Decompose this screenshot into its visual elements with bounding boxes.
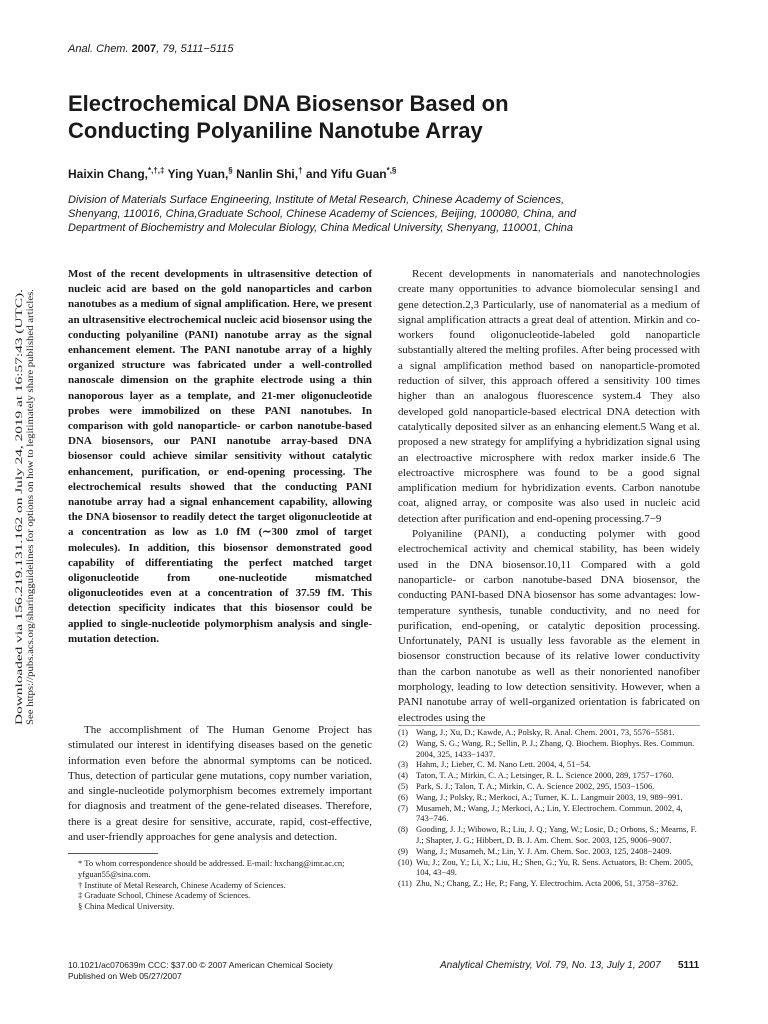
- body-paragraph: Polyaniline (PANI), a conducting polymer with good electrochemical activity and chemical stability, has been widely used in the DNA biosensor.10,11 Compared with a gold nanoparticle- or carbon nanotube-based DNA biosensor, the conducting PANI-based DNA biosensor has some advantages: low-temperature synthesis, tunable conductivity, and no need for purification, end-opening, or catalytic deposition processing. Unfortunately, PANI is usually less favorable as the element in biosensor construction because of its relative lower conductivity than the carbon nanotube as well as their nonoriented nanofiber morphology, leading to low detection sensitivity. However, when a PANI nanotube array of well-organized orientation is fabricated on electrodes using the: [398, 528, 700, 724]
- title-line: Electrochemical DNA Biosensor Based on: [68, 91, 509, 116]
- affiliation-line: Division of Materials Surface Engineering, Institute of Metal Research, Chinese Academy of Sciences,: [68, 194, 565, 206]
- reference-item: (1) Wang, J.; Xu, D.; Kawde, A.; Polsky, R. Anal. Chem. 2001, 73, 5576−5581.: [398, 727, 675, 737]
- reference-item: (11) Zhu, N.; Chang, Z.; He, P.; Fang, Y. Electrochim. Acta 2006, 51, 3758−3762.: [398, 878, 679, 889]
- footnote: † Institute of Metal Research, Chinese Academy of Sciences.: [78, 879, 286, 890]
- doi-info: [68, 960, 333, 982]
- author: Haixin Chang,*,†,‡: [68, 166, 165, 181]
- body-paragraph: Recent developments in nanomaterials and nanotechnologies create many opportunities to advance biomolecular sensing1 and gene detection.2,3 Particularly, use of nanomaterial as a medium of signal amplification attracts a great deal of attention. Mirkin and co-workers found oligonucleotide-labeled gold nanoparticle substantially altered the melting profiles. After being processed with a signal amplification method based on nanoparticle-promoted reduction of silver, this approach offered a sensitivity 100 times higher than an analogous fluorescence system.4 They also developed gold nanoparticle-based electrical DNA detection with catalytically deposited silver as an enhancing element.5 Wang et al. proposed a new strategy for amplifying a hybridization signal using an electroactive microsphere with redox marker inside.6 The electroactive microsphere was found to be a good signal amplification medium for hybridization events. Carbon nanotube coat, aligned array, or composite was also used in nucleic acid detection after purification and end-opening processing.7−9: [398, 268, 700, 525]
- reference-item: (9) Wang, J.; Musameh, M.; Lin, Y. J. Am. Chem. Soc. 2003, 125, 2408−2409.: [398, 845, 672, 856]
- references-divider: [398, 725, 700, 726]
- doi-line: 10.1021/ac070639m CCC: $37.00 © 2007 American Chemical Society: [68, 960, 333, 970]
- footnote: § China Medical University.: [78, 901, 175, 912]
- journal-name: Anal. Chem.: [68, 43, 129, 55]
- reference-item: (4) Taton, T. A.; Mirkin, C. A.; Letsinger, R. L. Science 2000, 289, 1757−1760.: [398, 770, 674, 781]
- footnotes: [68, 858, 372, 912]
- reference-item: (7) Musameh, M.; Wang, J.; Merkoci, A.; Lin, Y. Electrochem. Commun. 2002, 4, 743−746.: [398, 802, 683, 824]
- publication-date: Published on Web 05/27/2007: [68, 971, 182, 981]
- affiliation-line: Department of Biochemistry and Molecular Biology, China Medical University, Shenyang, 110001, China: [68, 222, 574, 234]
- reference-item: (2) Wang, S. G.; Wang, R.; Sellin, P. J.; Zhang, Q. Biochem. Biophys. Res. Commun. 2004, 325, 1433−1437.: [398, 737, 695, 759]
- journal-citation: Anal. Chem. 2007, 79, 5111−5115: [68, 43, 234, 55]
- article-title: [68, 90, 668, 144]
- footnote-divider: [68, 853, 158, 854]
- author: Nanlin Shi,†: [236, 166, 303, 181]
- author: Ying Yuan,§: [167, 166, 233, 181]
- reference-list: [398, 727, 700, 889]
- reference-item: (10) Wu, J.; Zou, Y.; Li, X.; Liu, H.; Shen, G.; Yu, R. Sens. Actuators, B: Chem. 2005, 104, 43−49.: [398, 856, 694, 878]
- download-notice: Downloaded via 156.219.131.162 on July 24, 2019 at 16:57:43 (UTC).: [15, 454, 25, 725]
- abstract: Most of the recent developments in ultrasensitive detection of nucleic acid are based on the gold nanoparticles and carbon nanotubes as a medium of signal amplification. Here, we present an ultrasensitive electrochemical nucleic acid biosensor using the conducting polyaniline (PANI) nanotube array as the signal enhancement element. The PANI nanotube array of a highly organized structure was fabricated under a well-controlled nanoscale dimension on the graphite electrode using a thin nanoporous layer as a template, and 21-mer oligonucleotide probes were immobilized on these PANI nanotubes. In comparison with gold nanoparticle- or carbon nanotube-based DNA biosensors, our PANI nanotube array-based DNA biosensor could achieve similar sensitivity without catalytic enhancement, purification, or end-opening processing. The electrochemical results showed that the conducting PANI nanotube array had a signal enhancement capability, allowing the DNA biosensor to readily detect the target oligonucleotide at a concentration as low as 1.0 fM (∼300 zmol of target molecules). In addition, this biosensor demonstrated good capability of differentiating the perfect matched target oligonucleotide from one-nucleotide mismatched oligonucleotides even at a concentration of 37.59 fM. This detection specificity indicates that this biosensor could be applied to single-nucleotide polymorphism analysis and single-mutation detection.: [68, 268, 372, 645]
- body-text-right-column: [398, 267, 700, 726]
- affiliation: [68, 193, 688, 235]
- footnote: ‡ Graduate School, Chinese Academy of Sciences.: [78, 890, 251, 901]
- download-notice-sidebar: [8, 285, 36, 725]
- author: and Yifu Guan*,§: [305, 166, 397, 181]
- reference-item: (8) Gooding, J. J.; Wibowo, R.; Liu, J. Q.; Yang, W.; Losic, D.; Orbons, S.; Mearns, F. J.; Shapter, J. G.; Hibbert, D. B. J. Am. Chem. Soc. 2003, 125, 9006−9007.: [398, 824, 697, 845]
- journal-volume: 79: [162, 43, 175, 55]
- footnote-correspondence: * To whom correspondence should be addressed. E-mail: hxchang@imr.ac.cn; yfguan55@sina.com.: [78, 858, 345, 879]
- journal-year: 2007: [131, 43, 157, 55]
- introduction-paragraph: The accomplishment of The Human Genome Project has stimulated our interest in identifying diseases based on the genetic information even before the abnormal symptoms can be noticed. Thus, detection of particular gene mutations, copy number variation, and single-nucleotide polymorphism becomes extremely important for diagnosis and treatment of the gene-related diseases. Therefore, there is a great desire for sensitive, accurate, rapid, cost-effective, and user-friendly approaches for gene analysis and detection.: [68, 724, 372, 844]
- title-line: Conducting Polyaniline Nanotube Array: [68, 118, 483, 143]
- affiliation-line: Shenyang, 110016, China,Graduate School, Chinese Academy of Sciences, Beijing, 100080, China, and: [68, 208, 577, 220]
- journal-footer: Analytical Chemistry, Vol. 79, No. 13, July 1, 2007: [440, 960, 661, 971]
- author-list: [68, 166, 396, 181]
- sharing-guidelines-link[interactable]: See https://pubs.acs.org/sharingguidelines for options on how to legitimately share published articles.: [26, 339, 36, 725]
- reference-item: (5) Park, S. J.; Talon, T. A.; Mirkin, C. A. Science 2002, 295, 1503−1506.: [398, 780, 655, 791]
- journal-pages: 5111−5115: [180, 43, 234, 55]
- reference-item: (3) Hahm, J.; Lieber, C. M. Nano Lett. 2004, 4, 51−54.: [398, 759, 591, 770]
- reference-item: (6) Wang, J.; Polsky, R.; Merkoci, A.; Turner, K. L. Langmuir 2003, 19, 989−991.: [398, 791, 683, 802]
- page-number: 5111: [678, 960, 700, 971]
